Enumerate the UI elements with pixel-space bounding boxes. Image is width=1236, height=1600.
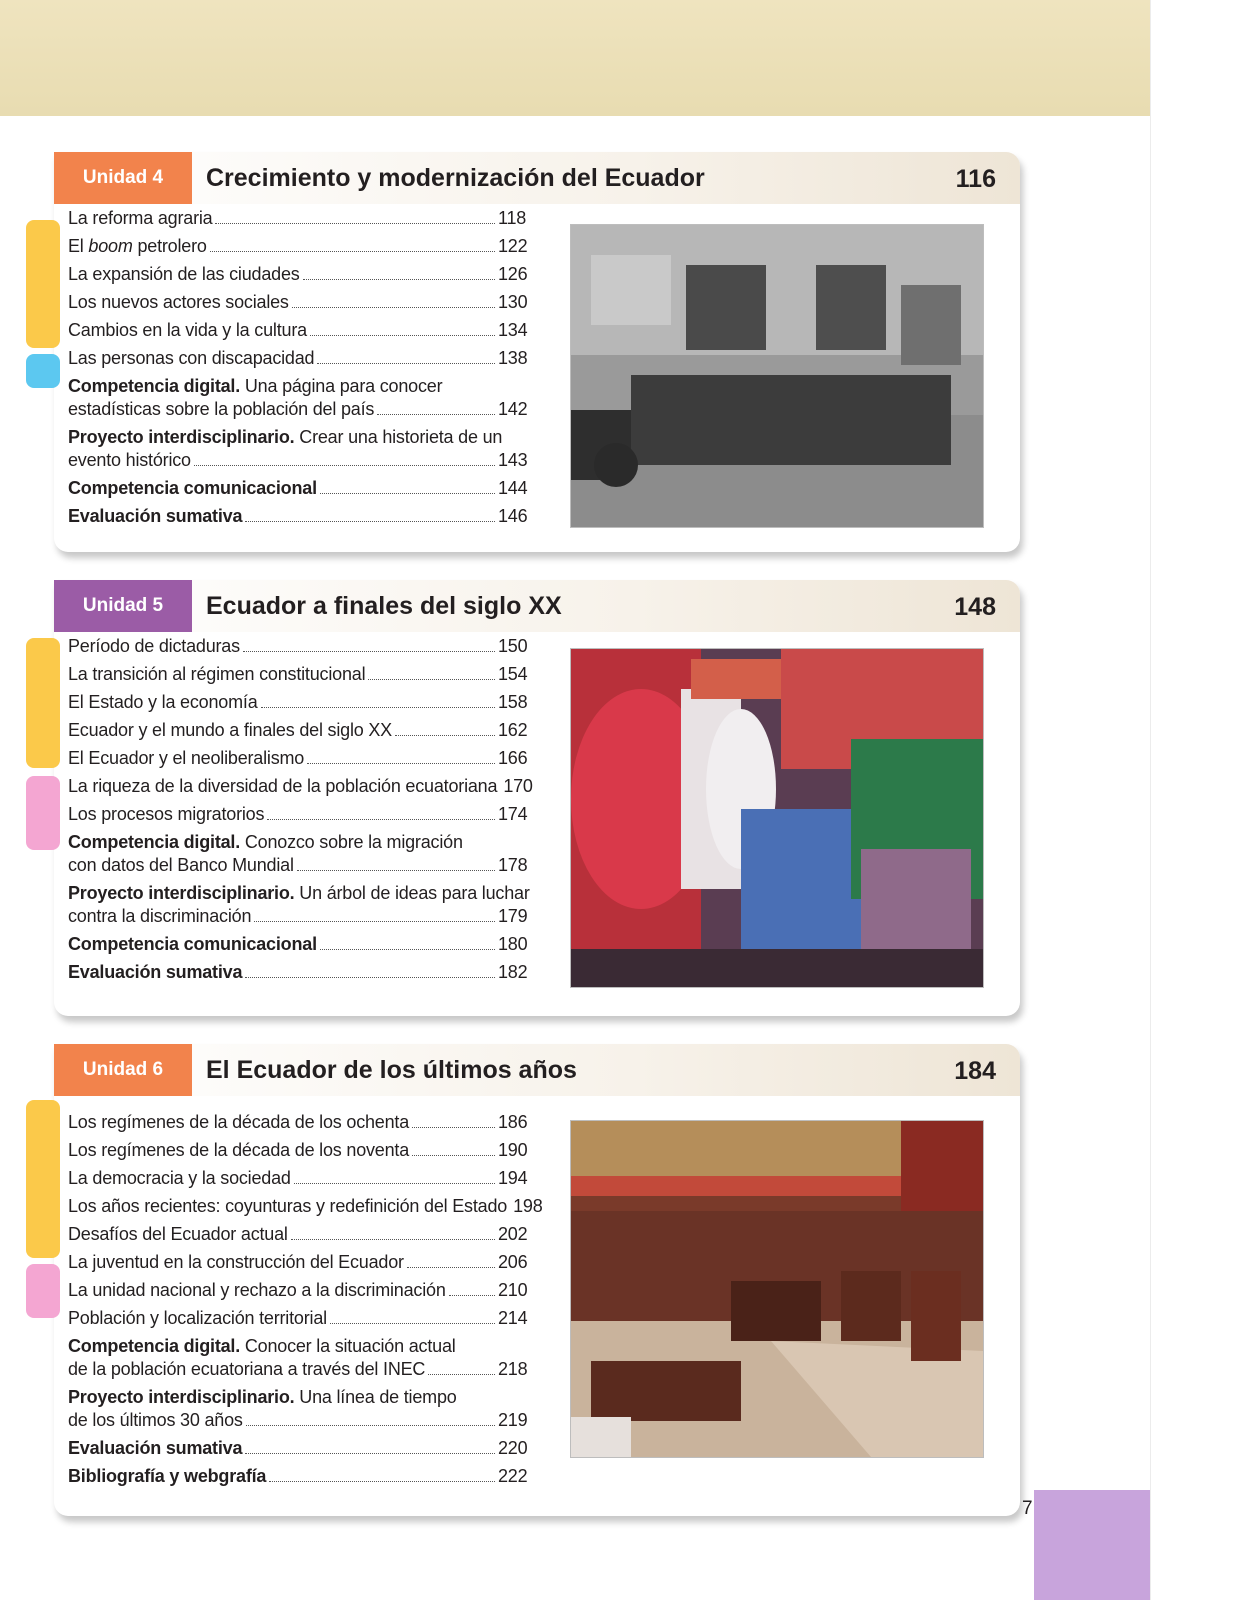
toc-item[interactable]: Evaluación sumativa 220 <box>68 1438 528 1458</box>
toc-list <box>68 1112 543 1494</box>
unit-tab <box>54 1044 192 1096</box>
unit-4-card <box>54 152 1020 552</box>
toc-item[interactable]: Competencia comunicacional 180 <box>68 934 528 954</box>
toc-item[interactable]: Población y localización territorial 214 <box>68 1308 528 1328</box>
unit-page-number: 116 <box>955 165 996 193</box>
toc-item[interactable]: La expansión de las ciudades 126 <box>68 264 528 284</box>
toc-item-digital[interactable]: Competencia digital. Conocer la situación actual de la población ecuatoriana a través del INEC 218 <box>68 1336 528 1379</box>
toc-item[interactable]: El Estado y la economía 158 <box>68 692 528 712</box>
toc-item[interactable]: Los regímenes de la década de los ochenta 186 <box>68 1112 528 1132</box>
toc-item[interactable]: Desafíos del Ecuador actual 202 <box>68 1224 528 1244</box>
toc-list <box>68 208 526 534</box>
toc-item[interactable]: Evaluación sumativa 182 <box>68 962 528 982</box>
toc-item[interactable]: La democracia y la sociedad 194 <box>68 1168 528 1188</box>
toc-item-digital[interactable]: Competencia digital. Una página para conocer estadísticas sobre la población del país 142 <box>68 376 528 419</box>
toc-item[interactable]: El Ecuador y el neoliberalismo 166 <box>68 748 528 768</box>
toc-item[interactable]: Ecuador y el mundo a finales del siglo XX 162 <box>68 720 528 740</box>
toc-item[interactable]: La juventud en la construcción del Ecuador 206 <box>68 1252 528 1272</box>
page-number: 7 <box>1022 1498 1033 1519</box>
toc-item[interactable]: La unidad nacional y rechazo a la discriminación 210 <box>68 1280 528 1300</box>
toc-item[interactable]: Las personas con discapacidad 138 <box>68 348 528 368</box>
toc-item[interactable]: Los nuevos actores sociales 130 <box>68 292 528 312</box>
page-number-tab <box>1034 1490 1150 1600</box>
toc-item[interactable]: Competencia comunicacional 144 <box>68 478 528 498</box>
unit-photo <box>570 224 984 528</box>
unit-tab <box>54 580 192 632</box>
unit-tab <box>54 152 192 204</box>
unit-page-number: 148 <box>954 593 996 621</box>
unit-6-card <box>54 1044 1020 1516</box>
unit-tab-label: Unidad 6 <box>82 1059 164 1080</box>
unit-page-number: 184 <box>954 1057 996 1085</box>
toc-item[interactable]: La riqueza de la diversidad de la población ecuatoriana 170 <box>68 776 533 796</box>
unit-5-card <box>54 580 1020 1016</box>
unit-photo <box>570 1120 984 1458</box>
unit-photo <box>570 648 984 988</box>
unit-tab-label: Unidad 4 <box>82 167 164 188</box>
toc-item[interactable]: Los años recientes: coyunturas y redefinición del Estado 198 <box>68 1196 543 1216</box>
toc-item[interactable]: Bibliografía y webgrafía 222 <box>68 1466 528 1486</box>
toc-item[interactable]: Los regímenes de la década de los noventa 190 <box>68 1140 528 1160</box>
section-marker-yellow <box>26 638 60 768</box>
toc-item-proyecto[interactable]: Proyecto interdisciplinario. Un árbol de ideas para luchar contra la discriminación 179 <box>68 883 530 926</box>
toc-item[interactable]: La transición al régimen constitucional 154 <box>68 664 528 684</box>
toc-item[interactable]: Evaluación sumativa 146 <box>68 506 528 526</box>
toc-item[interactable]: Los procesos migratorios 174 <box>68 804 528 824</box>
top-banner <box>0 0 1150 116</box>
toc-item-proyecto[interactable]: Proyecto interdisciplinario. Una línea de tiempo de los últimos 30 años 219 <box>68 1387 528 1430</box>
toc-item[interactable]: El boom petrolero 122 <box>68 236 528 256</box>
section-marker-yellow <box>26 220 60 348</box>
section-marker-pink <box>26 776 60 850</box>
toc-item-proyecto[interactable]: Proyecto interdisciplinario. Crear una historieta de un evento histórico 143 <box>68 427 528 470</box>
section-marker-pink <box>26 1264 60 1318</box>
unit-title: Crecimiento y modernización del Ecuador <box>206 164 705 192</box>
page-edge <box>1150 0 1236 1600</box>
unit-title: Ecuador a finales del siglo XX <box>206 592 562 620</box>
toc-item-digital[interactable]: Competencia digital. Conozco sobre la migración con datos del Banco Mundial 178 <box>68 832 528 875</box>
toc-item[interactable]: La reforma agraria 118 <box>68 208 527 228</box>
section-marker-blue <box>26 354 60 388</box>
toc-item[interactable]: Período de dictaduras 150 <box>68 636 528 656</box>
unit-tab-label: Unidad 5 <box>82 595 164 616</box>
toc-item[interactable]: Cambios en la vida y la cultura 134 <box>68 320 528 340</box>
unit-title: El Ecuador de los últimos años <box>206 1056 577 1084</box>
toc-list <box>68 636 533 990</box>
section-marker-yellow <box>26 1100 60 1258</box>
